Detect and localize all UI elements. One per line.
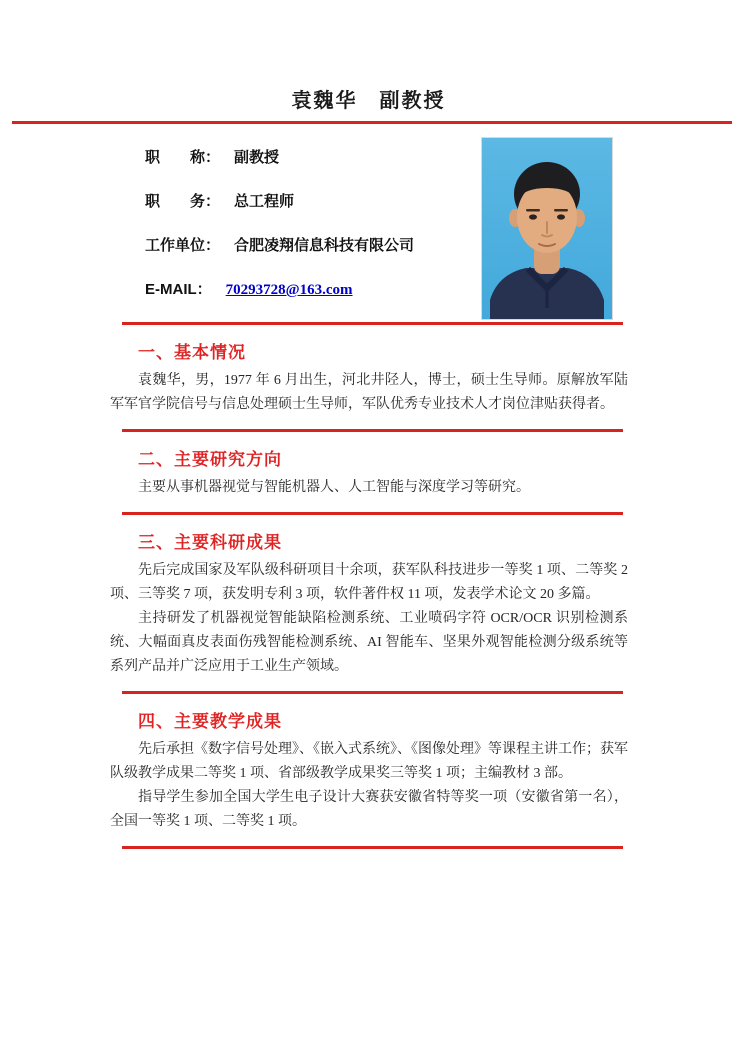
section-paragraph: 袁魏华，男，1977 年 6 月出生，河北井陉人，博士，硕士生导师。原解放军陆军军官学院信号与信息处理硕士生导师，军队优秀专业技术人才岗位津贴获得者。 <box>110 373 628 412</box>
page-title: 袁魏华 副教授 <box>291 90 446 112</box>
document-section <box>110 322 628 429</box>
section-body <box>110 476 628 512</box>
field-label: 职 称： <box>145 149 221 166</box>
email-link[interactable]: 70293728@163.com <box>225 282 353 298</box>
section-paragraph: 先后承担《数字信号处理》、《嵌入式系统》、《图像处理》等课程主讲工作；获军队级教学成果二等奖 1 项、省部级教学成果奖三等奖 1 项；主编教材 3 部。 <box>110 742 628 781</box>
field-value: 副教授 <box>234 149 280 166</box>
section-heading: 四、主要教学成果 <box>138 712 282 731</box>
section-body <box>110 738 628 846</box>
section-heading: 三、主要科研成果 <box>138 533 282 552</box>
profile-fields <box>110 138 414 322</box>
document-section <box>110 691 628 846</box>
section-body <box>110 369 628 429</box>
section-rule <box>122 322 623 325</box>
profile-photo <box>482 138 612 319</box>
document-section <box>110 429 628 512</box>
section-rule <box>122 512 623 515</box>
section-rule <box>122 429 623 432</box>
section-paragraph: 主要从事机器视觉与智能机器人、人工智能与深度学习等研究。 <box>138 480 530 495</box>
section-heading: 一、基本情况 <box>138 343 246 362</box>
field-value: 总工程师 <box>234 193 295 210</box>
profile-field-row <box>145 278 414 298</box>
portrait-photo-graphic <box>482 138 612 319</box>
section-body <box>110 559 628 691</box>
section-paragraph: 指导学生参加全国大学生电子设计大赛获安徽省特等奖一项（安徽省第一名），全国一等奖 1 项、二等奖 1 项。 <box>110 790 628 829</box>
section-rule <box>122 691 623 694</box>
section-paragraph: 先后完成国家及军队级科研项目十余项，获军队科技进步一等奖 1 项、二等奖 2 项、三等奖 7 项，获发明专利 3 项，软件著件权 11 项，发表学术论文 20 多篇。 <box>110 563 628 602</box>
profile-field-row <box>145 234 414 254</box>
section-heading: 二、主要研究方向 <box>138 450 282 469</box>
profile-block <box>110 138 628 322</box>
title-rule <box>12 121 732 124</box>
field-value: 合肥凌翔信息科技有限公司 <box>234 237 415 254</box>
document-content <box>0 138 737 849</box>
field-label: 职 务： <box>145 193 221 210</box>
field-label: E-MAIL： <box>145 281 212 298</box>
closing-rule <box>122 846 623 849</box>
profile-field-row <box>145 146 414 166</box>
field-label: 工作单位： <box>145 237 221 254</box>
section-paragraph: 主持研发了机器视觉智能缺陷检测系统、工业喷码字符 OCR/OCR 识别检测系统、大幅面真皮表面伤残智能检测系统、AI 智能车、坚果外观智能检测分级系统等系列产品并广泛应用于工业生产领域。 <box>110 611 628 674</box>
profile-field-row <box>145 190 414 210</box>
document-section <box>110 512 628 691</box>
sections <box>110 322 628 849</box>
